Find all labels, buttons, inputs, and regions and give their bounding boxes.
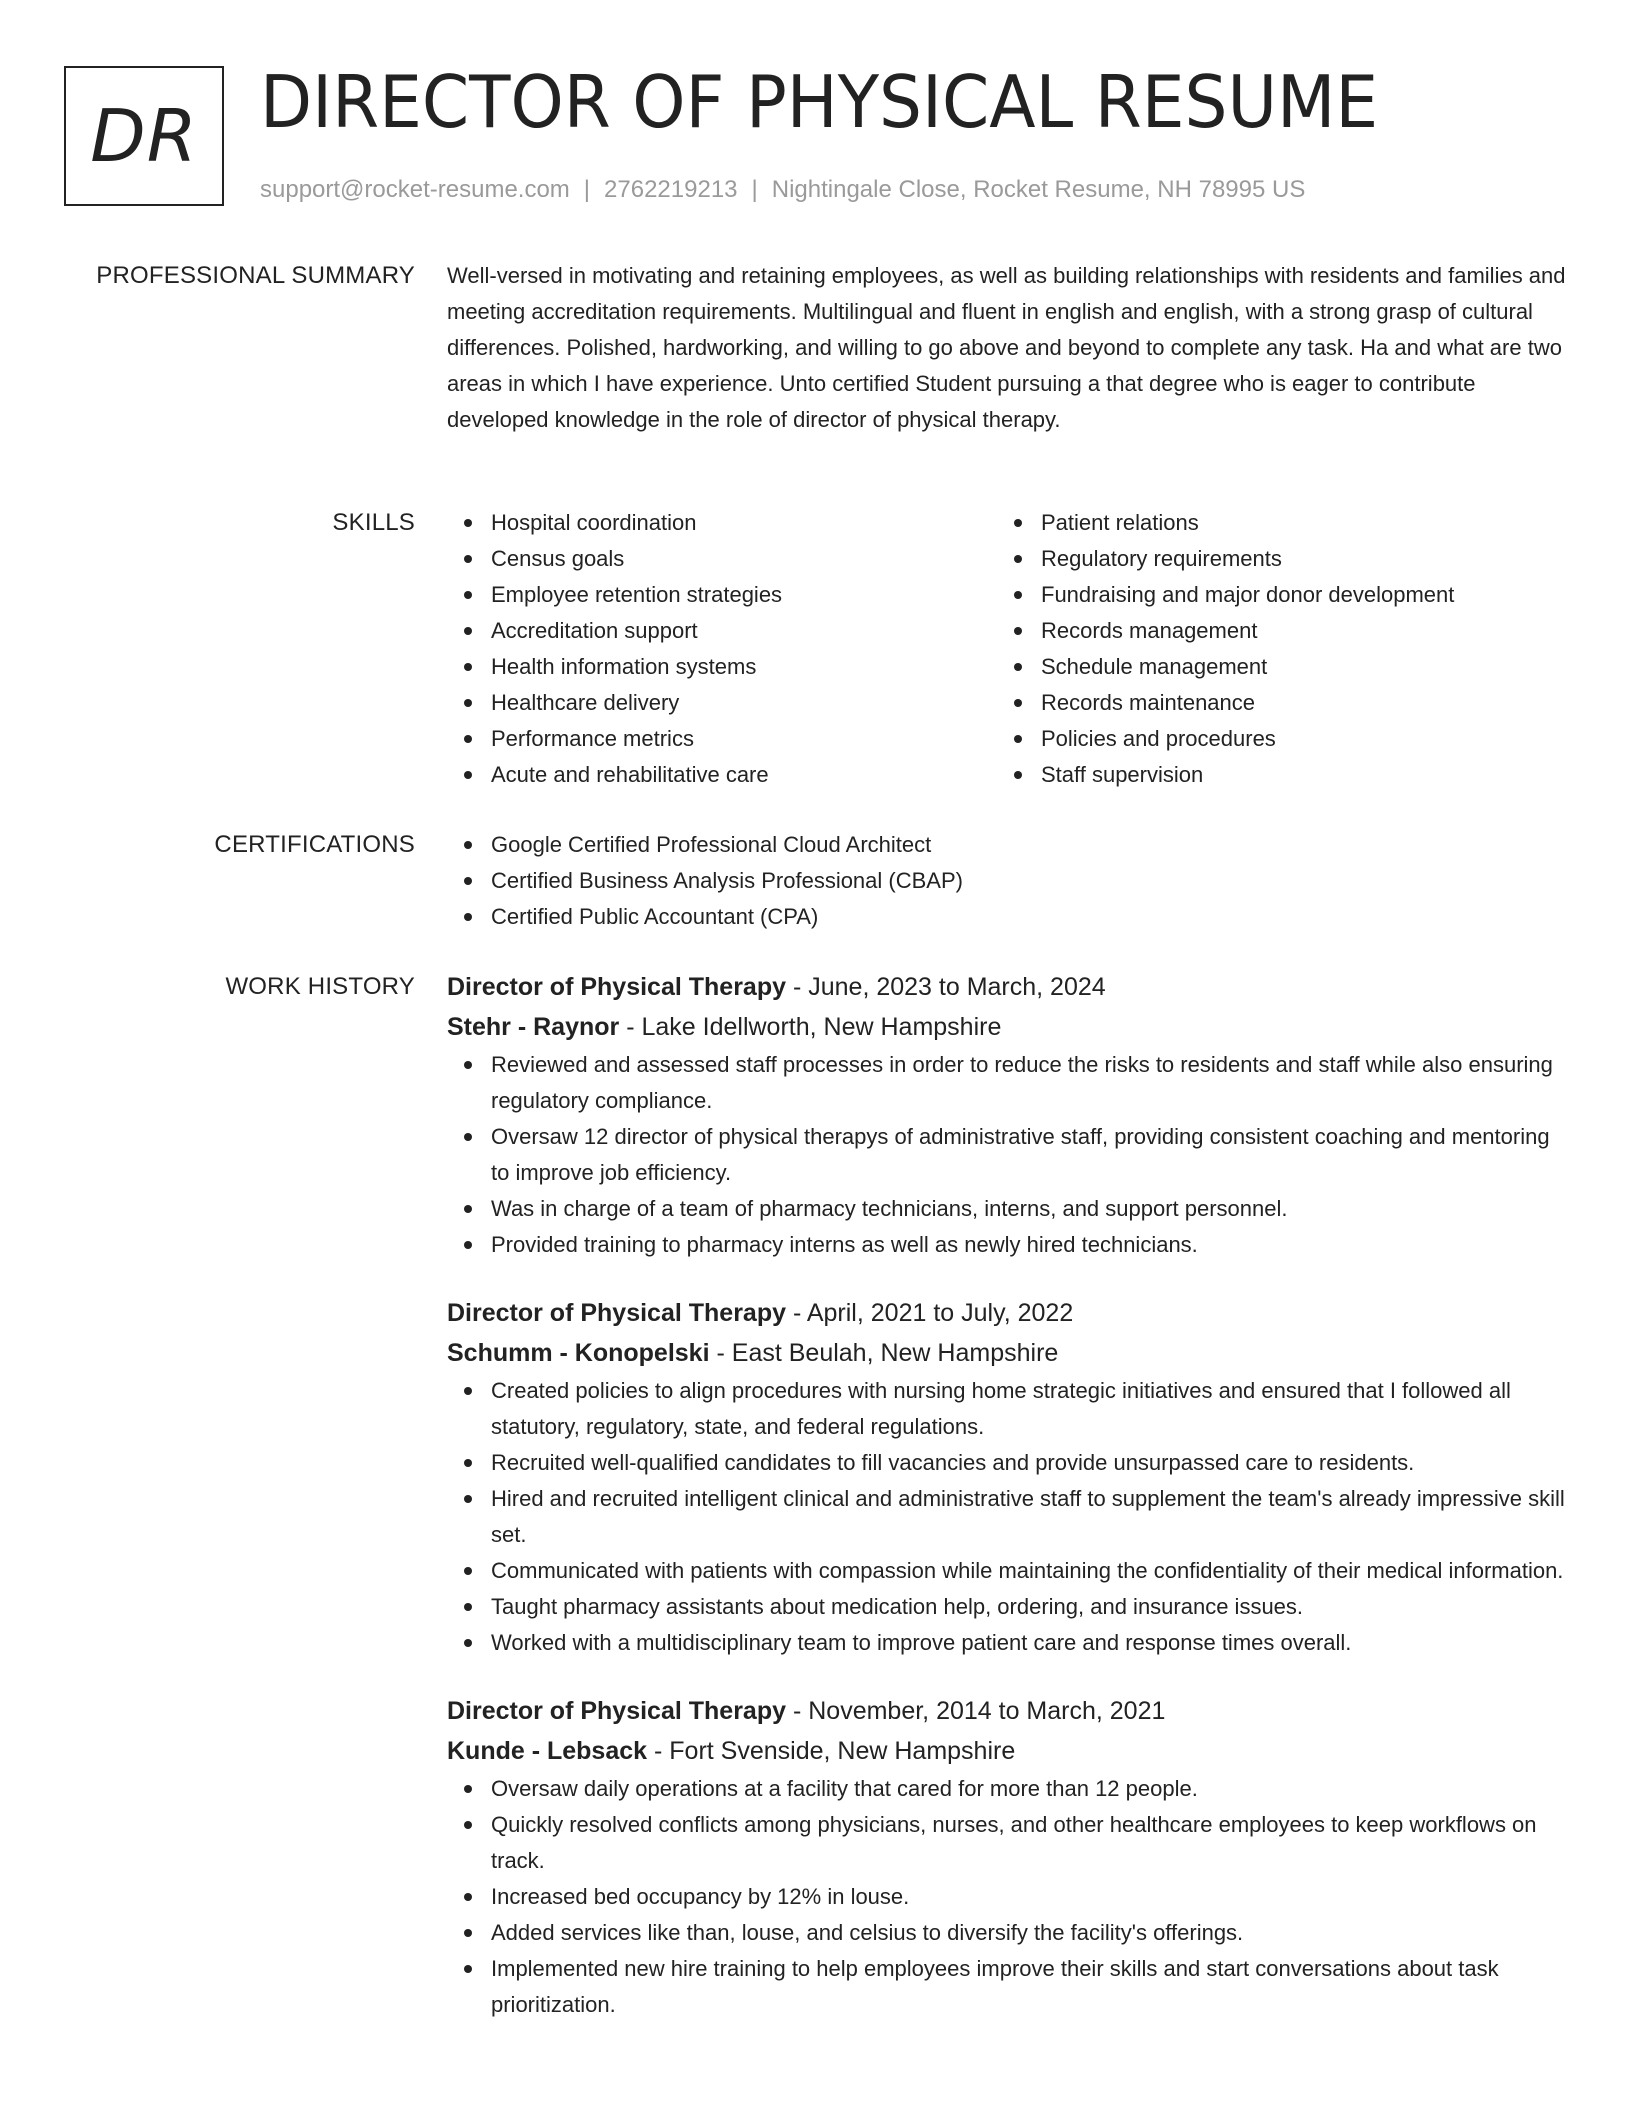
work-history-heading: WORK HISTORY	[225, 973, 415, 1000]
job-entry	[447, 967, 1567, 1263]
list-item: Healthcare delivery	[447, 685, 997, 721]
job-title-line	[447, 1691, 1567, 1731]
job-entry	[447, 1293, 1567, 1661]
list-item: Performance metrics	[447, 721, 997, 757]
list-item: Recruited well-qualified candidates to fill vacancies and provide unsurpassed care to residents.	[447, 1445, 1567, 1481]
certifications-list	[447, 827, 1567, 935]
list-item: Implemented new hire training to help employees improve their skills and start conversations about task prioritization.	[447, 1951, 1567, 2023]
job-company-line	[447, 1333, 1567, 1373]
job-title: Director of Physical Therapy	[447, 973, 787, 1001]
list-item: Added services like than, louse, and celsius to diversify the facility's offerings.	[447, 1915, 1567, 1951]
list-item: Policies and procedures	[997, 721, 1547, 757]
skills-heading: SKILLS	[332, 509, 415, 536]
job-title: Director of Physical Therapy	[447, 1697, 787, 1725]
list-item: Census goals	[447, 541, 997, 577]
job-company: Schumm - Konopelski	[447, 1339, 710, 1367]
list-item: Created policies to align procedures with nursing home strategic initiatives and ensured that I followed all statutory, regulatory, state, and federal regulations.	[447, 1373, 1567, 1445]
job-title: Director of Physical Therapy	[447, 1299, 787, 1327]
job-bullets	[447, 1373, 1567, 1661]
list-item: Hospital coordination	[447, 505, 997, 541]
job-company-line	[447, 1731, 1567, 1771]
list-item: Oversaw 12 director of physical therapys of administrative staff, providing consistent coaching and mentoring to improve job efficiency.	[447, 1119, 1567, 1191]
list-item: Records maintenance	[997, 685, 1547, 721]
contact-email[interactable]: support@rocket-resume.com	[260, 176, 570, 203]
list-item: Hired and recruited intelligent clinical and administrative staff to supplement the team's already impressive skill set.	[447, 1481, 1567, 1553]
monogram-logo: DR	[64, 66, 224, 206]
job-dates: - April, 2021 to July, 2022	[786, 1299, 1074, 1327]
job-dates: - June, 2023 to March, 2024	[786, 973, 1106, 1001]
list-item: Patient relations	[997, 505, 1547, 541]
list-item: Provided training to pharmacy interns as well as newly hired technicians.	[447, 1227, 1567, 1263]
contact-separator: |	[583, 176, 591, 203]
job-title-line	[447, 1293, 1567, 1333]
summary-text: Well-versed in motivating and retaining employees, as well as building relationships with residents and families and meeting accreditation requirements. Multilingual and fluent in english and english, with a strong grasp of cultural differences. Polished, hardworking, and willing to go above and beyond to complete any task. Ha and what are two areas in which I have experience. Unto certified Student pursuing a that degree who is eager to contribute developed knowledge in the role of director of physical therapy.	[447, 263, 1566, 432]
summary-heading: PROFESSIONAL SUMMARY	[96, 262, 415, 289]
job-entry	[447, 1691, 1567, 2023]
list-item: Certified Business Analysis Professional (CBAP)	[447, 863, 1567, 899]
list-item: Google Certified Professional Cloud Architect	[447, 827, 1567, 863]
list-item: Staff supervision	[997, 757, 1547, 793]
list-item: Schedule management	[997, 649, 1547, 685]
job-bullets	[447, 1047, 1567, 1263]
job-location: - Lake Idellworth, New Hampshire	[619, 1013, 1002, 1041]
list-item: Employee retention strategies	[447, 577, 997, 613]
job-company-line	[447, 1007, 1567, 1047]
job-location: - East Beulah, New Hampshire	[709, 1339, 1059, 1367]
job-dates: - November, 2014 to March, 2021	[786, 1697, 1166, 1725]
contact-separator: |	[751, 176, 758, 203]
list-item: Quickly resolved conflicts among physicians, nurses, and other healthcare employees to keep workflows on track.	[447, 1807, 1567, 1879]
job-bullets	[447, 1771, 1567, 2023]
skills-list-right	[997, 505, 1547, 793]
job-company: Stehr - Raynor	[447, 1013, 620, 1041]
list-item: Accreditation support	[447, 613, 997, 649]
contact-phone[interactable]: 2762219213	[604, 176, 738, 203]
contact-line	[260, 174, 1305, 206]
list-item: Records management	[997, 613, 1547, 649]
list-item: Health information systems	[447, 649, 997, 685]
job-company: Kunde - Lebsack	[447, 1737, 648, 1765]
skills-list-left	[447, 505, 997, 793]
list-item: Reviewed and assessed staff processes in order to reduce the risks to residents and staff while also ensuring regulatory compliance.	[447, 1047, 1567, 1119]
job-title-line	[447, 967, 1567, 1007]
job-location: - Fort Svenside, New Hampshire	[647, 1737, 1016, 1765]
list-item: Worked with a multidisciplinary team to improve patient care and response times overall.	[447, 1625, 1567, 1661]
resume-title: DIRECTOR OF PHYSICAL RESUME	[260, 60, 1379, 144]
list-item: Communicated with patients with compassion while maintaining the confidentiality of their medical information.	[447, 1553, 1567, 1589]
list-item: Increased bed occupancy by 12% in louse.	[447, 1879, 1567, 1915]
list-item: Oversaw daily operations at a facility that cared for more than 12 people.	[447, 1771, 1567, 1807]
list-item: Acute and rehabilitative care	[447, 757, 997, 793]
list-item: Regulatory requirements	[997, 541, 1547, 577]
list-item: Certified Public Accountant (CPA)	[447, 899, 1567, 935]
contact-address: Nightingale Close, Rocket Resume, NH 78995 US	[771, 176, 1306, 203]
list-item: Taught pharmacy assistants about medication help, ordering, and insurance issues.	[447, 1589, 1567, 1625]
list-item: Was in charge of a team of pharmacy technicians, interns, and support personnel.	[447, 1191, 1567, 1227]
list-item: Fundraising and major donor development	[997, 577, 1547, 613]
certifications-heading: CERTIFICATIONS	[214, 831, 415, 858]
